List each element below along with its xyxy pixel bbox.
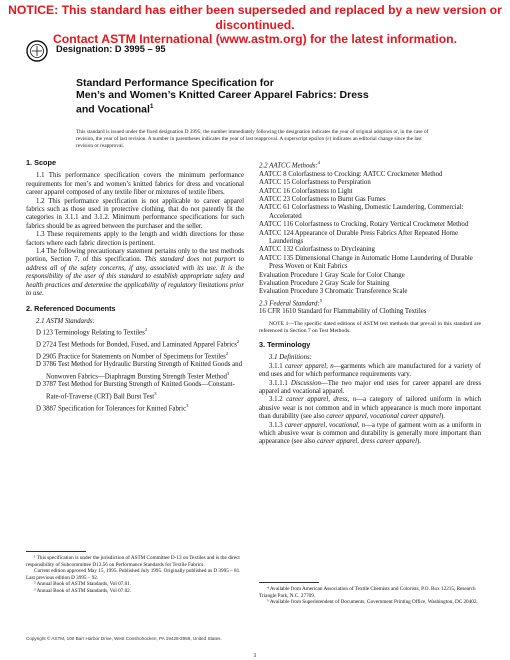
aatcc-method-list: [259, 171, 481, 297]
reference-item: D 3887 Specification for Tolerances for Knitted Fabric$^3$: [36, 402, 189, 412]
safety-caveat: This standard does not purport to address all of the safety concerns, if any, associated with its use. It is the responsibility of the user of this standard to establish appropriate safety and health practices and determine the applicability of regulatory limitations prior to use.: [26, 256, 244, 298]
reference-item: D 3786 Test Method for Hydraulic Bursting Strength of Knitted Goods and Nonwoven Fabrics—Diaphragm Bursting Strength Tester Method$^3$: [36, 361, 243, 381]
reference-item: D 123 Terminology Relating to Textiles$^2$: [36, 327, 148, 337]
reference-item: D 2905 Practice for Statements on Number of Specimens for Textiles$^2$: [36, 350, 229, 360]
notice-line-2: Contact ASTM International (www.astm.org) for the latest information.: [52, 32, 457, 46]
notice-line-1: NOTICE: This standard has either been superseded and replaced by a new version or discontinued.: [8, 3, 502, 32]
aatcc-item: AATCC 15 Colorfastness to Perspiration: [259, 179, 371, 187]
footnote-1: ¹ This specification is under the jurisdiction of ASTM Committee D-13 on Textiles and is the direct responsibility of Subcommittee D13.56 on Performance Standards for Textile Fabrics.: [26, 555, 240, 568]
issued-note: This standard is issued under the fixed designation D 3995; the number immediately following the designation indicates the year of original adoption or, in the case of revision, the year of last revision. A number in parentheses indicates the year of last reapproval. A superscript epsilon (ε) indicates an editorial change since the last revision or reapproval.: [76, 129, 429, 150]
astm-logo-icon: [26, 40, 48, 62]
title-line-2: Men’s and Women’s Knitted Career Apparel Fabrics: Dress: [76, 89, 369, 102]
para-1-4: [26, 248, 244, 298]
footnotes-left: [26, 555, 244, 595]
para-3-1-1: 3.1.1 career apparel, n—garments which are manufactured for a variety of end uses and for which performance requirements vary.: [259, 362, 482, 379]
scope-heading: 1. Scope: [26, 158, 57, 167]
left-column: [26, 159, 244, 413]
aatcc-item: Evaluation Procedure 1 Gray Scale for Color Change: [259, 271, 405, 279]
reference-item: D 3787 Test Method for Bursting Strength of Knitted Goods—Constant-Rate-of-Traverse (CRT) Ball Burst Test$^3$: [36, 381, 235, 401]
astm-reference-list: [26, 326, 244, 413]
title-footnote-mark: 1: [149, 103, 154, 111]
footnote-4: ⁴ Available from American Association of Textile Chemists and Colorists, P.O. Box 12215, Research Triangle Park, N.C. 27709.: [259, 586, 476, 599]
footnote-rule-right: [259, 582, 319, 583]
designation: Designation: D 3995 – 95: [56, 44, 166, 54]
footnote-3: ³ Annual Book of ASTM Standards, Vol 07.02.: [34, 587, 132, 594]
footnotes-right: [259, 586, 481, 606]
right-column: [259, 159, 481, 447]
reference-item: D 2724 Test Methods for Bonded, Fused, and Laminated Apparel Fabrics$^2$: [36, 339, 240, 349]
page-number: 1: [253, 652, 257, 659]
para-3-1-1-1: 3.1.1.1 Discussion—The two major end uses for career apparel are dress apparel and vocational apparel.: [259, 379, 481, 395]
aatcc-item: AATCC 61 Colorfastness to Washing, Domestic Laundering, Commercial: Accelerated: [259, 204, 464, 220]
para-1-3: 1.3 These requirements apply to the length and width directions for those factors where each fabric direction is pertinent.: [26, 231, 244, 247]
supersession-notice: [0, 3, 510, 47]
terminology-heading: 3. Terminology: [259, 339, 311, 349]
footnote-1-edition: Current edition approved May 15, 1995. Published July 1995. Originally published as D 3995 – 81. Last previous edition D 3995 – 92.: [26, 568, 241, 581]
para-3-1-2: 3.1.2 career apparel, dress, n—a category of tailored uniform in which abusive wear is not common and in which appearance is much more important than durability (see also career apparel, vocational career apparel).: [259, 396, 481, 421]
aatcc-item: AATCC 23 Colorfastness to Burnt Gas Fumes: [259, 195, 386, 203]
note-1: NOTE 1—The specific dated editions of ASTM test methods that prevail in this standard are referenced in Section 7 on Test Methods.: [259, 320, 481, 334]
aatcc-item: AATCC 135 Dimensional Change in Automatic Home Laundering of Durable Press Woven or Knit Fabrics: [259, 254, 473, 271]
referenced-documents-heading: 2. Referenced Documents: [26, 303, 116, 313]
federal-reference: 16 CFR 1610 Standard for Flammability of Clothing Textiles: [259, 308, 427, 316]
astm-standards-label: 2.1 ASTM Standards:: [36, 317, 95, 325]
footnote-rule-left: [26, 551, 86, 552]
footnote-2: ² Annual Book of ASTM Standards, Vol 07.01.: [34, 581, 132, 588]
footnote-5: ⁵ Available from Superintendent of Documents, Government Printing Office, Washington, DC 20402.: [267, 599, 478, 606]
title-line-1: Standard Performance Specification for: [76, 77, 274, 89]
para-1-2: 1.2 This performance specification is not applicable to career apparel fabrics such as those used in protective clothing, that do not patently fit the categories in 3.1.1 and 3.1.2. Minimum performance specifications for such fabrics should be as agreed between the purchaser and the seller.: [26, 197, 244, 230]
aatcc-item: AATCC 116 Colorfastness to Crocking, Rotary Vertical Crockmeter Method: [259, 221, 469, 229]
para-1-1: 1.1 This performance specification covers the minimum performance requirements for men’s and women’s knitted fabrics for dress and vocational career apparel composed of any textile fiber or mixtures of textile fibers.: [26, 172, 244, 197]
copyright: Copyright © ASTM, 100 Barr Harbor Drive, West Conshohocken, PA 19428-2959, United States.: [26, 636, 222, 641]
aatcc-item: AATCC 124 Appearance of Durable Press Fabrics After Repeated Home Launderings: [259, 229, 458, 245]
aatcc-methods-label: 2.2 AATCC Methods:$^4$: [259, 160, 321, 170]
document-title: [76, 77, 406, 116]
definitions-label: 3.1 Definitions:: [269, 354, 312, 362]
aatcc-item: AATCC 132 Colorfastness to Drycleaning: [259, 246, 375, 254]
title-line-3: and Vocational: [76, 103, 150, 116]
aatcc-item: AATCC 16 Colorfastness to Light: [259, 187, 353, 195]
para-1-4-text: 1.4 The following precautionary statement pertains only to the test methods portion, Section 7, of this specification.: [26, 248, 244, 264]
aatcc-item: Evaluation Procedure 2 Gray Scale for Staining: [259, 279, 390, 287]
aatcc-item: Evaluation Procedure 3 Chromatic Transference Scale: [259, 288, 408, 296]
para-3-1-3: 3.1.3 career apparel, vocational, n—a type of garment worn as a uniform in which abusive wear is common and durability is generally more important than appearance (see also career apparel, dress career apparel).: [259, 421, 481, 446]
federal-standard-label: 2.3 Federal Standard:$^5$: [259, 297, 323, 308]
aatcc-item: AATCC 8 Colorfastness to Crocking: AATCC Crockmeter Method: [259, 170, 443, 178]
